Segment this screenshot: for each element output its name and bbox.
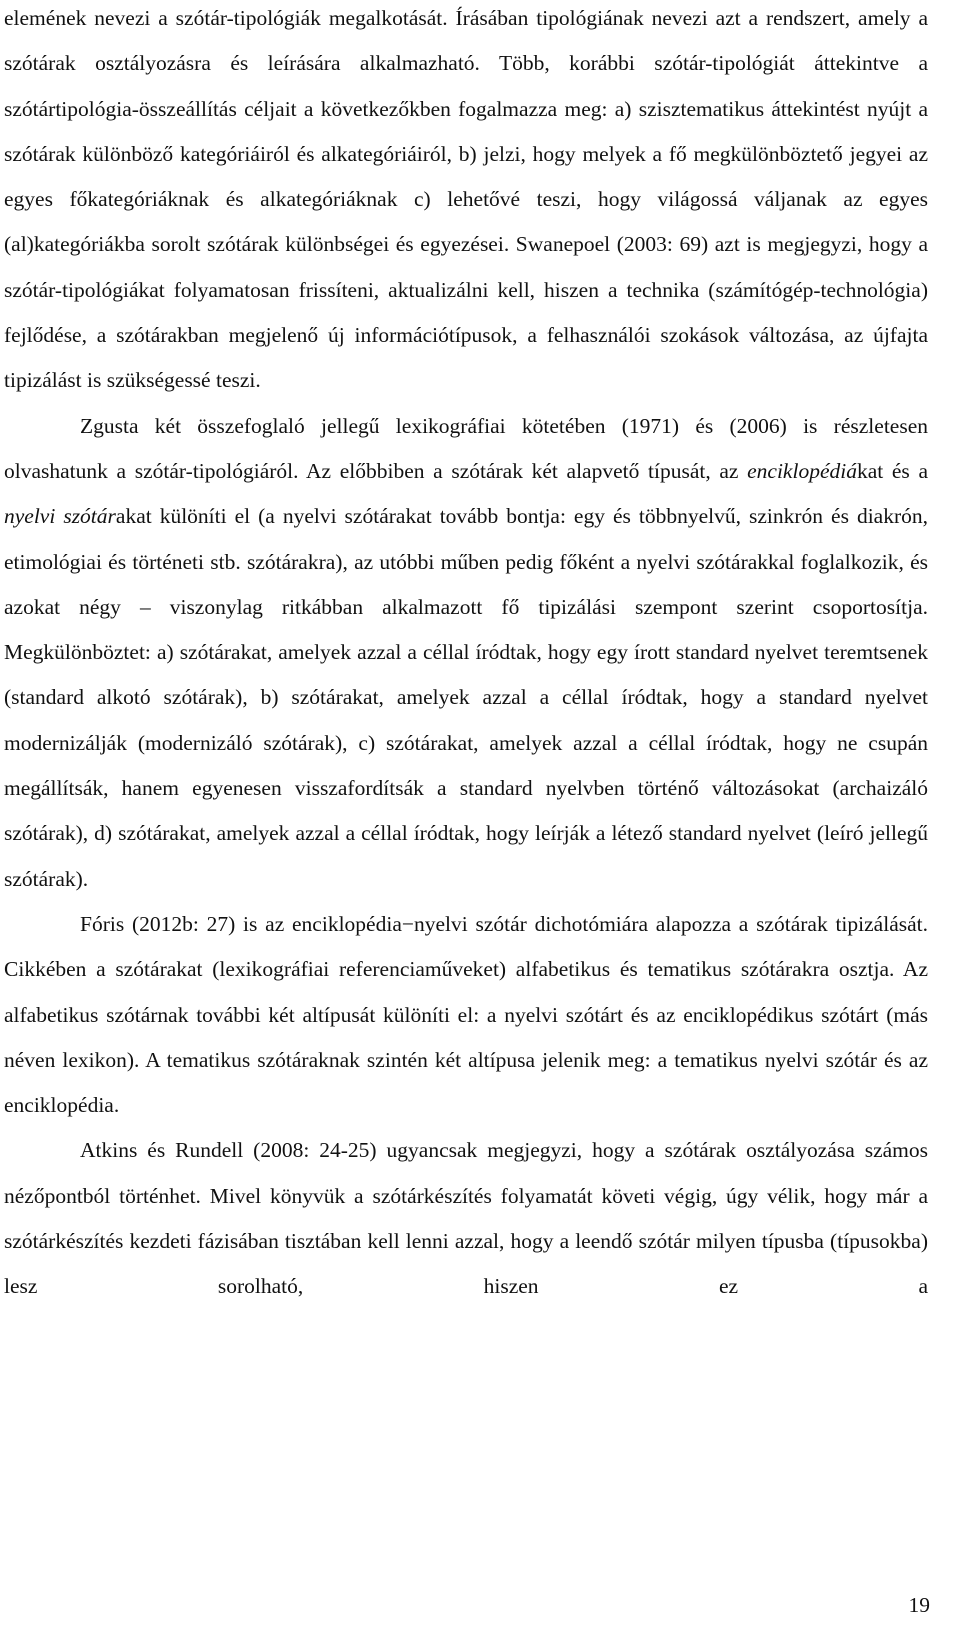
paragraph-3 — [4, 902, 928, 1128]
paragraph-4-text: Atkins és Rundell (2008: 24-25) ugyancsak megjegyzi, hogy a szótárak osztályozása számos nézőpontból történhet. Mivel könyvük a szótárkészítés folyamatát követi végig, úgy vélik, hogy már a szótárkészítés kezdeti fázisában tisztában kell lenni azzal, hogy a leendő szótár milyen típusba (típusokba) lesz sorolható, hiszen ez a — [4, 1138, 928, 1299]
paragraph-1-text: elemének nevezi a szótár-tipológiák megalkotását. Írásában tipológiának nevezi azt a rendszert, amely a szótárak osztályozásra és leírására alkalmazható. Több, korábbi szótár-tipológiát áttekintve a szótártipológia-összeállítás céljait a következőkben fogalmazza meg: a) szisztematikus áttekintést nyújt a szótárak különböző kategóriáiról és alkategóriáiról, b) jelzi, hogy melyek a fő megkülönböztető jegyei az egyes főkategóriáknak és alkategóriáknak c) lehetővé teszi, hogy világossá váljanak az egyes (al)kategóriákba sorolt szótárak különbségei és egyezései. Swanepoel (2003: 69) azt is megjegyzi, hogy a szótár-tipológiákat folyamatosan frissíteni, aktualizálni kell, hiszen a technika (számítógép-technológia) fejlődése, a szótárakban megjelenő új információtípusok, a felhasználói szokások változása, az újfajta tipizálást is szükségessé teszi. — [4, 6, 928, 393]
page-number: 19 — [908, 1593, 930, 1617]
paragraph-2-text: Zgusta két összefoglaló jellegű lexikográfiai kötetében (1971) és (2006) is részletesen olvashatunk a szótár-tipológiáról. Az előbbiben a szótárak két alapvető típusát, az — [4, 413, 928, 483]
paragraph-3-text: Fóris (2012b: 27) is az enciklopédia−nyelvi szótár dichotómiára alapozza a szótárak tipizálását. Cikkében a szótárakat (lexikográfiai referenciaműveket) alfabetikus és tematikus szótárakra osztja. Az alfabetikus szótárnak további két altípusát különíti el: a nyelvi szótárt és az enciklopédikus szótárt (más néven lexikon). A tematikus szótáraknak szintén két altípusa jelenik meg: a tematikus nyelvi szótár és az enciklopédia. — [4, 911, 928, 1118]
body-text — [4, 0, 928, 1310]
paragraph-2-text: kat és a — [856, 458, 928, 483]
italic-term-nyelvi-szotar: nyelvi szótár — [4, 504, 116, 529]
paragraph-1 — [4, 0, 928, 404]
paragraph-2 — [4, 404, 928, 902]
paragraph-4 — [4, 1128, 928, 1309]
paragraph-2-text: akat különíti el (a nyelvi szótárakat tovább bontja: egy és többnyelvű, szinkrón és diakrón, etimológiai és történeti stb. szótárakra), az utóbbi műben pedig főként a nyelvi szótárakkal foglalkozik, és azokat négy – viszonylag ritkábban alkalmazott fő tipizálási szempont szerint csoportosítja. Megkülönböztet: a) szótárakat, amelyek azzal a céllal íródtak, hogy egy írott standard nyelvet teremtsenek (standard alkotó szótárak), b) szótárakat, amelyek azzal a céllal íródtak, hogy a standard nyelvet modernizálják (modernizáló szótárak), c) szótárakat, amelyek azzal a céllal íródtak, hogy ne csupán megállítsák, hanem egyenesen visszafordítsák a standard nyelvben történő változásokat (archaizáló szótárak), d) szótárakat, amelyek azzal a céllal íródtak, hogy leírják a létező standard nyelvet (leíró jellegű szótárak). — [4, 504, 928, 891]
italic-term-enciklopedia: enciklopédiá — [747, 458, 857, 483]
